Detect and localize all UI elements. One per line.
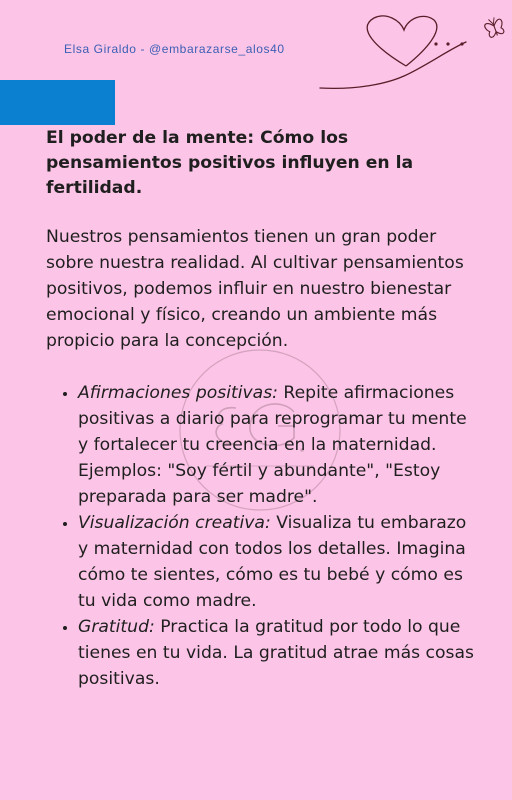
tip-term: Visualización creativa: bbox=[78, 513, 271, 533]
tip-text: Practica la gratitud por todo lo que tienes en tu vida. La gratitud atrae más cosas positivas. bbox=[78, 617, 474, 689]
tip-item bbox=[78, 380, 476, 510]
tip-item bbox=[78, 614, 476, 692]
article bbox=[46, 126, 476, 692]
article-intro: Nuestros pensamientos tienen un gran poder sobre nuestra realidad. Al cultivar pensamientos positivos, podemos influir en nuestro bienestar emocional y físico, creando un ambiente más propicio para la concepción. bbox=[46, 227, 464, 351]
tip-item bbox=[78, 510, 476, 614]
tip-term: Afirmaciones positivas: bbox=[78, 383, 278, 403]
tip-text: Repite afirmaciones positivas a diario para reprogramar tu mente y fortalecer tu creencia en la maternidad. Ejemplos: "Soy fértil y abundante", "Estoy preparada para ser madre". bbox=[78, 383, 467, 507]
tip-term: Gratitud: bbox=[78, 617, 155, 637]
tip-text: Visualiza tu embarazo y maternidad con todos los detalles. Imagina cómo te sientes, cómo es tu bebé y cómo es tu vida como madre. bbox=[78, 513, 467, 611]
article-title: El poder de la mente: Cómo los pensamientos positivos influyen en la fertilidad. bbox=[46, 128, 414, 198]
accent-bar bbox=[0, 80, 115, 125]
tips-list bbox=[46, 380, 476, 692]
author-credit: Elsa Giraldo - @embarazarse_alos40 bbox=[64, 42, 285, 56]
butterfly-icon bbox=[483, 15, 506, 38]
heart-doodle-icon bbox=[316, 8, 512, 98]
